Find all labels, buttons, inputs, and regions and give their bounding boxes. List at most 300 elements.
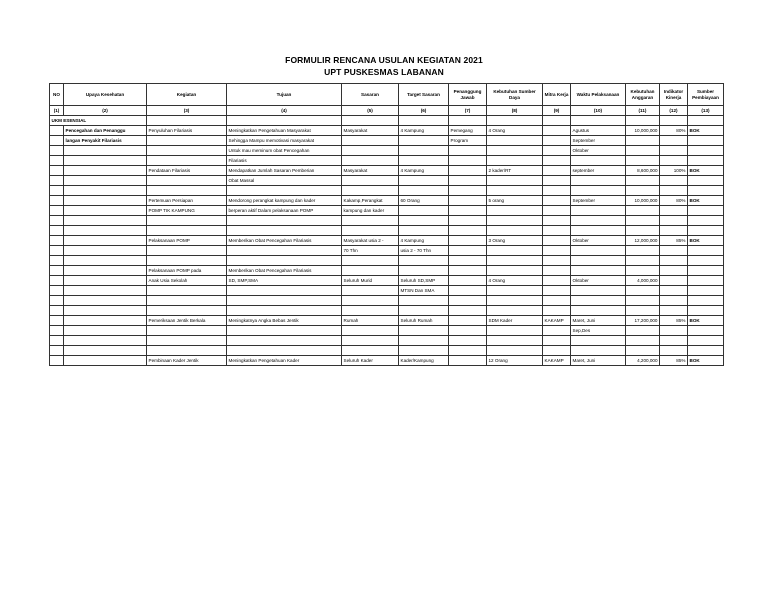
empty-cell bbox=[571, 216, 626, 226]
column-header: Tujuan bbox=[227, 84, 342, 106]
empty-cell bbox=[626, 306, 660, 316]
empty-cell bbox=[626, 136, 660, 146]
column-header: Target Sasaran bbox=[399, 84, 449, 106]
table-cell: 70 Thn bbox=[342, 246, 399, 256]
empty-cell bbox=[147, 176, 227, 186]
table-cell: berperan aktif Dalam pelaksanaan POMP bbox=[227, 206, 342, 216]
empty-cell bbox=[64, 266, 147, 276]
empty-cell bbox=[50, 196, 64, 206]
table-cell: 3 Orang bbox=[487, 236, 543, 246]
empty-cell bbox=[543, 346, 571, 356]
empty-cell bbox=[227, 226, 342, 236]
table-cell: Seluruh Kader bbox=[342, 356, 399, 366]
table-cell: Pelaksanaan POMP bbox=[147, 236, 227, 246]
empty-cell bbox=[50, 206, 64, 216]
empty-cell bbox=[449, 196, 487, 206]
empty-cell bbox=[342, 116, 399, 126]
empty-cell bbox=[487, 326, 543, 336]
empty-cell bbox=[50, 156, 64, 166]
empty-cell bbox=[487, 156, 543, 166]
empty-cell bbox=[64, 336, 147, 346]
empty-cell bbox=[227, 116, 342, 126]
table-cell: 5 orang bbox=[487, 196, 543, 206]
empty-cell bbox=[147, 216, 227, 226]
empty-cell bbox=[543, 296, 571, 306]
empty-cell bbox=[688, 206, 724, 216]
empty-cell bbox=[543, 256, 571, 266]
empty-cell bbox=[342, 256, 399, 266]
column-number: (4) bbox=[227, 106, 342, 116]
empty-cell bbox=[449, 226, 487, 236]
empty-cell bbox=[449, 186, 487, 196]
empty-cell bbox=[147, 346, 227, 356]
empty-cell bbox=[64, 206, 147, 216]
table-row bbox=[50, 326, 724, 336]
column-header: Mitra Kerja bbox=[543, 84, 571, 106]
empty-cell bbox=[487, 176, 543, 186]
table-cell: 4,200,000 bbox=[626, 356, 660, 366]
empty-cell bbox=[449, 286, 487, 296]
empty-cell bbox=[543, 246, 571, 256]
table-row bbox=[50, 226, 724, 236]
table-cell: Kader/Kampung bbox=[399, 356, 449, 366]
table-row bbox=[50, 206, 724, 216]
empty-cell bbox=[64, 356, 147, 366]
table-cell: Rumah bbox=[342, 316, 399, 326]
column-header: Upaya Kesehatan bbox=[64, 84, 147, 106]
empty-cell bbox=[227, 336, 342, 346]
empty-cell bbox=[688, 136, 724, 146]
table-cell: BOK bbox=[688, 316, 724, 326]
empty-cell bbox=[626, 156, 660, 166]
table-row bbox=[50, 146, 724, 156]
table-cell: 4,000,000 bbox=[626, 276, 660, 286]
table-row bbox=[50, 246, 724, 256]
empty-cell bbox=[626, 286, 660, 296]
empty-cell bbox=[147, 246, 227, 256]
empty-cell bbox=[399, 186, 449, 196]
empty-cell bbox=[487, 306, 543, 316]
empty-cell bbox=[399, 146, 449, 156]
empty-cell bbox=[449, 206, 487, 216]
table-cell: Maret, Juni bbox=[571, 356, 626, 366]
empty-cell bbox=[64, 276, 147, 286]
empty-cell bbox=[64, 306, 147, 316]
table-cell: Mendapatkan Jumlah Sasaran Pemberian bbox=[227, 166, 342, 176]
empty-cell bbox=[147, 226, 227, 236]
empty-cell bbox=[543, 186, 571, 196]
table-cell: Untuk mau meminum obat Pencegahan bbox=[227, 146, 342, 156]
table-row bbox=[50, 266, 724, 276]
table-cell: 85% bbox=[660, 236, 688, 246]
empty-cell bbox=[571, 176, 626, 186]
empty-cell bbox=[487, 346, 543, 356]
empty-cell bbox=[626, 216, 660, 226]
empty-cell bbox=[688, 156, 724, 166]
table-row bbox=[50, 356, 724, 366]
table-cell: KAKAMP bbox=[543, 356, 571, 366]
empty-cell bbox=[342, 296, 399, 306]
column-header: NO bbox=[50, 84, 64, 106]
empty-cell bbox=[543, 336, 571, 346]
empty-cell bbox=[543, 126, 571, 136]
table-cell: Masyarakat bbox=[342, 126, 399, 136]
table-cell: KAKAMP bbox=[543, 316, 571, 326]
table-cell: Meningkatkan Pengetahuan Masyarakat bbox=[227, 126, 342, 136]
table-row bbox=[50, 276, 724, 286]
empty-cell bbox=[50, 216, 64, 226]
empty-cell bbox=[449, 156, 487, 166]
table-cell: langan Penyakit Filariasis bbox=[64, 136, 147, 146]
empty-cell bbox=[342, 146, 399, 156]
column-number: (12) bbox=[660, 106, 688, 116]
empty-cell bbox=[50, 176, 64, 186]
table-cell: 12,000,000 bbox=[626, 236, 660, 246]
empty-cell bbox=[342, 326, 399, 336]
table-cell: 10,000,000 bbox=[626, 126, 660, 136]
empty-cell bbox=[147, 306, 227, 316]
table-cell: Meningkatnya Angka Bebas Jentik bbox=[227, 316, 342, 326]
table-row bbox=[50, 216, 724, 226]
empty-cell bbox=[449, 116, 487, 126]
empty-cell bbox=[449, 356, 487, 366]
empty-cell bbox=[487, 216, 543, 226]
table-cell: Oktober bbox=[571, 146, 626, 156]
empty-cell bbox=[50, 346, 64, 356]
empty-cell bbox=[342, 186, 399, 196]
column-header: Kegiatan bbox=[147, 84, 227, 106]
table-cell: 80% bbox=[660, 196, 688, 206]
table-row bbox=[50, 306, 724, 316]
header-row bbox=[50, 84, 724, 106]
empty-cell bbox=[50, 126, 64, 136]
empty-cell bbox=[660, 346, 688, 356]
table-cell: Pemeriksaan Jentik Berkala bbox=[147, 316, 227, 326]
empty-cell bbox=[543, 216, 571, 226]
empty-cell bbox=[688, 246, 724, 256]
empty-cell bbox=[64, 156, 147, 166]
empty-cell bbox=[626, 176, 660, 186]
form-subtitle: UPT PUSKESMAS LABANAN bbox=[324, 67, 444, 77]
empty-cell bbox=[688, 336, 724, 346]
column-number: (9) bbox=[543, 106, 571, 116]
empty-cell bbox=[543, 226, 571, 236]
empty-cell bbox=[50, 246, 64, 256]
empty-cell bbox=[688, 326, 724, 336]
empty-cell bbox=[147, 156, 227, 166]
empty-cell bbox=[688, 286, 724, 296]
table-cell: 4 Kampung bbox=[399, 236, 449, 246]
table-row bbox=[50, 256, 724, 266]
table-cell: 12 Orang bbox=[487, 356, 543, 366]
table-cell: 4 Orang bbox=[487, 126, 543, 136]
table-cell: September bbox=[571, 136, 626, 146]
empty-cell bbox=[571, 206, 626, 216]
empty-cell bbox=[688, 176, 724, 186]
empty-cell bbox=[64, 176, 147, 186]
empty-cell bbox=[342, 216, 399, 226]
empty-cell bbox=[660, 336, 688, 346]
empty-cell bbox=[64, 216, 147, 226]
empty-cell bbox=[64, 316, 147, 326]
empty-cell bbox=[449, 256, 487, 266]
empty-cell bbox=[399, 136, 449, 146]
empty-cell bbox=[626, 256, 660, 266]
empty-cell bbox=[399, 116, 449, 126]
empty-cell bbox=[626, 296, 660, 306]
empty-cell bbox=[571, 306, 626, 316]
column-header: Waktu Pelaksanaan bbox=[571, 84, 626, 106]
empty-cell bbox=[449, 316, 487, 326]
empty-cell bbox=[487, 336, 543, 346]
empty-cell bbox=[50, 236, 64, 246]
empty-cell bbox=[543, 166, 571, 176]
table-row bbox=[50, 166, 724, 176]
empty-cell bbox=[660, 256, 688, 266]
empty-cell bbox=[50, 146, 64, 156]
empty-cell bbox=[543, 206, 571, 216]
table-row bbox=[50, 176, 724, 186]
empty-cell bbox=[487, 296, 543, 306]
table-row bbox=[50, 296, 724, 306]
empty-cell bbox=[660, 156, 688, 166]
empty-cell bbox=[660, 296, 688, 306]
empty-cell bbox=[64, 146, 147, 156]
table-cell: 17,200,000 bbox=[626, 316, 660, 326]
empty-cell bbox=[399, 306, 449, 316]
column-number: (2) bbox=[64, 106, 147, 116]
empty-cell bbox=[449, 246, 487, 256]
empty-cell bbox=[688, 306, 724, 316]
table-cell: Memberikan Obat Pencegahan Filariasis bbox=[227, 236, 342, 246]
table-cell: 85% bbox=[660, 356, 688, 366]
table-cell: September bbox=[571, 196, 626, 206]
table-cell: Oktober bbox=[571, 276, 626, 286]
empty-cell bbox=[147, 186, 227, 196]
table-cell: Agustus bbox=[571, 126, 626, 136]
empty-cell bbox=[626, 326, 660, 336]
empty-cell bbox=[399, 206, 449, 216]
empty-cell bbox=[487, 246, 543, 256]
form-title: FORMULIR RENCANA USULAN KEGIATAN 2021 bbox=[285, 55, 483, 65]
table-cell: Pembinaan Kader Jentik bbox=[147, 356, 227, 366]
table-cell: 4 Orang bbox=[487, 276, 543, 286]
table-row bbox=[50, 236, 724, 246]
empty-cell bbox=[571, 226, 626, 236]
section-label: UKM ESENSIAL bbox=[50, 116, 147, 126]
empty-cell bbox=[660, 276, 688, 286]
empty-cell bbox=[688, 116, 724, 126]
empty-cell bbox=[660, 176, 688, 186]
table-cell: MTSN Dan SMA bbox=[399, 286, 449, 296]
empty-cell bbox=[342, 346, 399, 356]
empty-cell bbox=[50, 256, 64, 266]
column-number: (5) bbox=[342, 106, 399, 116]
empty-cell bbox=[571, 116, 626, 126]
empty-cell bbox=[227, 256, 342, 266]
table-cell: 4 Kampung bbox=[399, 166, 449, 176]
empty-cell bbox=[660, 226, 688, 236]
empty-cell bbox=[64, 296, 147, 306]
empty-cell bbox=[399, 176, 449, 186]
column-header: Sumber Pembiayaan bbox=[688, 84, 724, 106]
empty-cell bbox=[50, 306, 64, 316]
table-cell: Meningkatkan Pengetahuan Kader bbox=[227, 356, 342, 366]
empty-cell bbox=[50, 136, 64, 146]
table-row bbox=[50, 126, 724, 136]
empty-cell bbox=[543, 136, 571, 146]
table-row bbox=[50, 286, 724, 296]
empty-cell bbox=[64, 256, 147, 266]
table-row bbox=[50, 186, 724, 196]
empty-cell bbox=[626, 186, 660, 196]
empty-cell bbox=[571, 246, 626, 256]
table-cell: Obat Massal bbox=[227, 176, 342, 186]
empty-cell bbox=[50, 336, 64, 346]
table-row bbox=[50, 346, 724, 356]
empty-cell bbox=[543, 266, 571, 276]
table-cell: Seluruh SD,SMP bbox=[399, 276, 449, 286]
table-cell: usia 2 - 70 Thn bbox=[399, 246, 449, 256]
empty-cell bbox=[147, 336, 227, 346]
empty-cell bbox=[449, 216, 487, 226]
empty-cell bbox=[50, 356, 64, 366]
table-row bbox=[50, 316, 724, 326]
empty-cell bbox=[660, 326, 688, 336]
empty-cell bbox=[543, 156, 571, 166]
empty-cell bbox=[399, 256, 449, 266]
column-number: (1) bbox=[50, 106, 64, 116]
empty-cell bbox=[571, 336, 626, 346]
empty-cell bbox=[626, 266, 660, 276]
empty-cell bbox=[399, 326, 449, 336]
table-row bbox=[50, 336, 724, 346]
empty-cell bbox=[227, 296, 342, 306]
column-header: Penanggung Jawab bbox=[449, 84, 487, 106]
table-cell: Anak Usia Sekolah bbox=[147, 276, 227, 286]
empty-cell bbox=[543, 146, 571, 156]
empty-cell bbox=[626, 146, 660, 156]
empty-cell bbox=[50, 326, 64, 336]
table-cell: Kakamp,Perangkat bbox=[342, 196, 399, 206]
table-cell: Oktober bbox=[571, 236, 626, 246]
empty-cell bbox=[660, 306, 688, 316]
empty-cell bbox=[660, 136, 688, 146]
table-cell: Pendataan Filariasis bbox=[147, 166, 227, 176]
empty-cell bbox=[688, 346, 724, 356]
empty-cell bbox=[342, 226, 399, 236]
empty-cell bbox=[227, 346, 342, 356]
table-cell: 2 kader/RT bbox=[487, 166, 543, 176]
empty-cell bbox=[399, 296, 449, 306]
empty-cell bbox=[571, 286, 626, 296]
table-cell: Filariasis bbox=[227, 156, 342, 166]
table-cell: Pelaksanaan POMP pada bbox=[147, 266, 227, 276]
table-cell: Pemegang bbox=[449, 126, 487, 136]
empty-cell bbox=[342, 336, 399, 346]
empty-cell bbox=[626, 246, 660, 256]
column-number: (7) bbox=[449, 106, 487, 116]
table-cell: Sep,Des bbox=[571, 326, 626, 336]
table-cell: Pertemuan Persiapan bbox=[147, 196, 227, 206]
empty-cell bbox=[449, 236, 487, 246]
empty-cell bbox=[626, 226, 660, 236]
empty-cell bbox=[399, 336, 449, 346]
empty-cell bbox=[342, 286, 399, 296]
column-number: (10) bbox=[571, 106, 626, 116]
empty-cell bbox=[50, 296, 64, 306]
empty-cell bbox=[64, 286, 147, 296]
empty-cell bbox=[660, 206, 688, 216]
table-cell: Program bbox=[449, 136, 487, 146]
table-row bbox=[50, 156, 724, 166]
empty-cell bbox=[227, 246, 342, 256]
table-cell: Pencegahan dan Penanggu bbox=[64, 126, 147, 136]
column-number: (8) bbox=[487, 106, 543, 116]
empty-cell bbox=[487, 116, 543, 126]
empty-cell bbox=[487, 136, 543, 146]
empty-cell bbox=[487, 146, 543, 156]
column-header: Kebutuhan Anggaran bbox=[626, 84, 660, 106]
empty-cell bbox=[571, 156, 626, 166]
empty-cell bbox=[487, 266, 543, 276]
empty-cell bbox=[688, 226, 724, 236]
empty-cell bbox=[543, 196, 571, 206]
empty-cell bbox=[449, 326, 487, 336]
empty-cell bbox=[50, 286, 64, 296]
empty-cell bbox=[227, 216, 342, 226]
empty-cell bbox=[543, 306, 571, 316]
empty-cell bbox=[688, 186, 724, 196]
empty-cell bbox=[543, 116, 571, 126]
empty-cell bbox=[449, 146, 487, 156]
empty-cell bbox=[50, 276, 64, 286]
empty-cell bbox=[399, 226, 449, 236]
empty-cell bbox=[449, 346, 487, 356]
column-header: Sasaran bbox=[342, 84, 399, 106]
empty-cell bbox=[660, 216, 688, 226]
empty-cell bbox=[660, 186, 688, 196]
table-cell: 4 Kampung bbox=[399, 126, 449, 136]
empty-cell bbox=[688, 276, 724, 286]
empty-cell bbox=[147, 146, 227, 156]
empty-cell bbox=[626, 336, 660, 346]
table-cell: Penyuluhan Filariasis bbox=[147, 126, 227, 136]
empty-cell bbox=[50, 166, 64, 176]
empty-cell bbox=[50, 226, 64, 236]
empty-cell bbox=[449, 306, 487, 316]
empty-cell bbox=[342, 176, 399, 186]
empty-cell bbox=[487, 226, 543, 236]
table-cell: SDM Kader bbox=[487, 316, 543, 326]
empty-cell bbox=[660, 246, 688, 256]
empty-cell bbox=[571, 186, 626, 196]
empty-cell bbox=[147, 286, 227, 296]
empty-cell bbox=[487, 186, 543, 196]
empty-cell bbox=[227, 326, 342, 336]
table-cell: Masyarakat usia 2 - bbox=[342, 236, 399, 246]
empty-cell bbox=[543, 236, 571, 246]
empty-cell bbox=[227, 306, 342, 316]
table-cell: BOK bbox=[688, 126, 724, 136]
empty-cell bbox=[543, 276, 571, 286]
empty-cell bbox=[147, 256, 227, 266]
table-cell: BOK bbox=[688, 166, 724, 176]
column-header: Indikator Kinerja bbox=[660, 84, 688, 106]
empty-cell bbox=[50, 186, 64, 196]
empty-cell bbox=[449, 266, 487, 276]
empty-cell bbox=[543, 326, 571, 336]
